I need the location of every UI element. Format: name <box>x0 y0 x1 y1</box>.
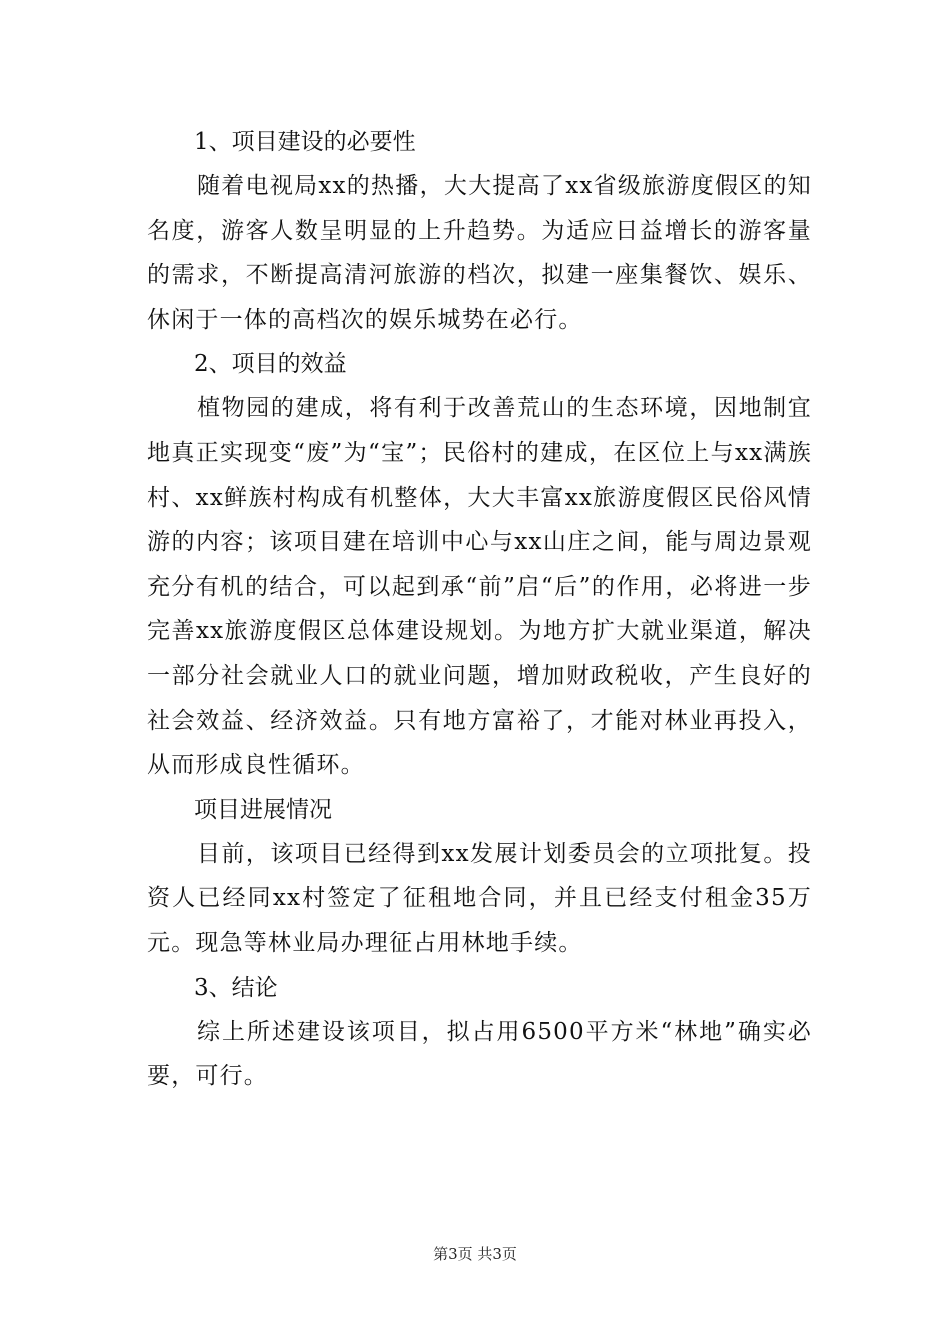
document-body <box>147 120 812 1099</box>
section3-heading: 3、结论 <box>194 974 278 1001</box>
section3-paragraph: 综上所述建设该项目，拟占用6500平方米“林地”确实必要，可行。 <box>147 1018 812 1090</box>
page-number-footer: 第3页 共3页 <box>433 1245 517 1263</box>
section1-paragraph: 随着电视局xx的热播，大大提高了xx省级旅游度假区的知名度，游客人数呈明显的上升趋势。为适应日益增长的游客量的需求，不断提高清河旅游的档次，拟建一座集餐饮、娱乐、休闲于一体的高档次的娱乐城势在必行。 <box>147 173 812 333</box>
progress-paragraph: 目前，该项目已经得到xx发展计划委员会的立项批复。投资人已经同xx村签定了征租地合同，并且已经支付租金35万元。现急等林业局办理征占用林地手续。 <box>147 840 812 956</box>
progress-heading: 项目进展情况 <box>194 796 332 823</box>
section1-heading: 1、项目建设的必要性 <box>194 129 416 155</box>
section2-paragraph: 植物园的建成，将有利于改善荒山的生态环境，因地制宜地真正实现变“废”为“宝”；民俗村的建成，在区位上与xx满族村、xx鲜族村构成有机整体，大大丰富xx旅游度假区民俗风情游的内容；该项目建在培训中心与xx山庄之间，能与周边景观充分有机的结合，可以起到承“前”启“后”的作用，必将进一步完善xx旅游度假区总体建设规划。为地方扩大就业渠道，解决一部分社会就业人口的就业问题，增加财政税收，产生良好的社会效益、经济效益。只有地方富裕了，才能对林业再投入，从而形成良性循环。 <box>147 395 812 779</box>
section2-heading: 2、项目的效益 <box>194 351 347 378</box>
